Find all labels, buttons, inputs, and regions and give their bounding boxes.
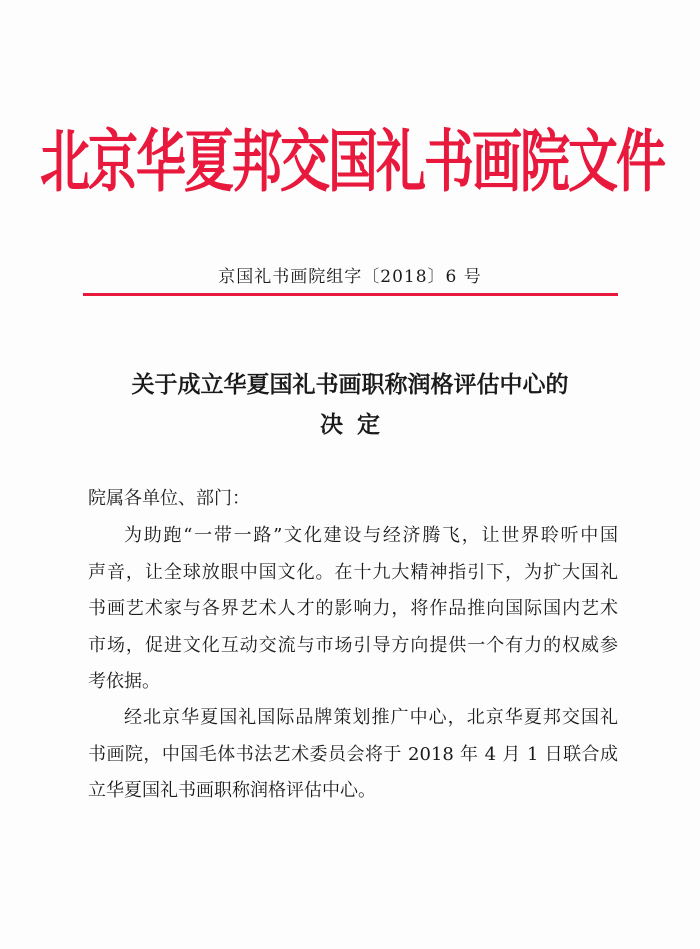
paragraph-line: 经北京华夏国礼国际品牌策划推广中心，北京华夏邦交国礼 <box>124 707 618 728</box>
body-paragraph-1 <box>88 518 618 701</box>
body-paragraph-2 <box>88 700 618 810</box>
document-header-title <box>40 108 664 216</box>
subject-line-2: 决定 <box>320 412 394 438</box>
header-divider-line <box>83 293 618 296</box>
paragraph-line: 书画艺术家与各界艺术人才的影响力，将作品推向国际国内艺术 <box>88 598 618 619</box>
paragraph-line: 声音，让全球放眼中国文化。在十九大精神指引下，为扩大国礼 <box>88 561 618 583</box>
document-subject <box>60 365 640 445</box>
paragraph-line: 书画院，中国毛体书法艺术委员会将于 2018 年 4 月 1 日联合成 <box>88 743 618 765</box>
paragraph-line: 立华夏国礼书画职称润格评估中心。 <box>88 780 376 801</box>
salutation: 院属各单位、部门： <box>88 488 250 509</box>
paragraph-line: 市场，促进文化互动交流与市场引导方向提供一个有力的权威参 <box>88 634 618 656</box>
subject-line-1: 关于成立华夏国礼书画职称润格评估中心的 <box>131 372 569 398</box>
paragraph-line: 考依据。 <box>88 671 160 692</box>
header-title-text: 北京华夏邦交国礼书画院文件 <box>40 122 664 202</box>
document-number: 京国礼书画院组字〔2018〕6 号 <box>218 267 482 287</box>
paragraph-line: 为助跑“一带一路”文化建设与经济腾飞，让世界聆听中国 <box>124 525 618 546</box>
